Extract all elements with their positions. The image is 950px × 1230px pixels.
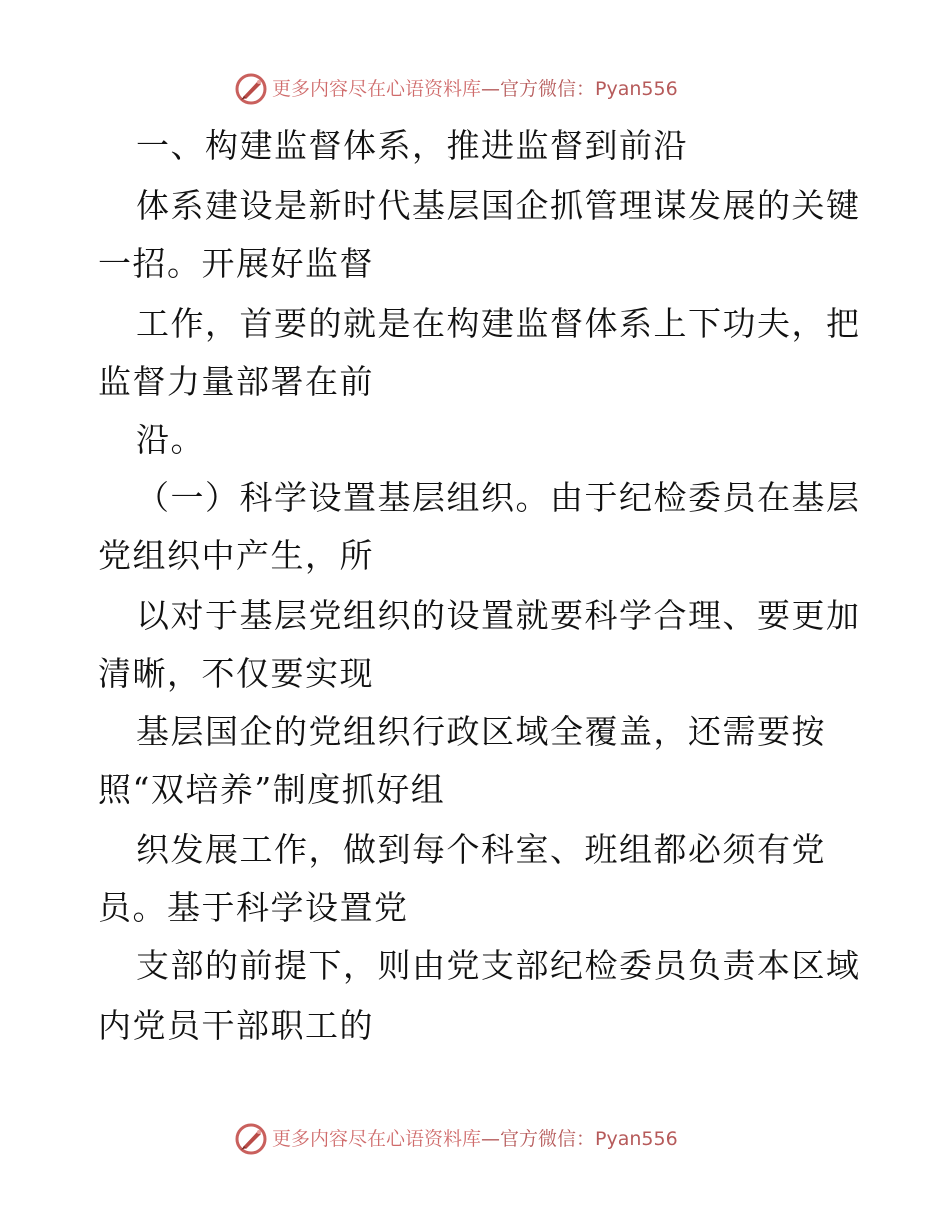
paragraph-line: 照“双培养”制度抓好组 (98, 770, 446, 809)
paragraph-line: 党组织中产生，所 (98, 536, 374, 575)
watermark-lead-text: 更多内容尽在心语资料库 (272, 78, 482, 100)
paragraph-line: 体系建设是新时代基层国企抓管理谋发展的关键 (136, 186, 861, 225)
paragraph-line: 支部的前提下，则由党支部纪检委员负责本区域 (136, 946, 861, 985)
paragraph-line: 清晰，不仅要实现 (98, 654, 374, 693)
paragraph-line: 织发展工作，做到每个科室、班组都必须有党 (136, 830, 826, 869)
paragraph-line: （一）科学设置基层组织。由于纪检委员在基层 (136, 478, 861, 517)
paragraph-line: 工作，首要的就是在构建监督体系上下功夫，把 (136, 304, 861, 343)
quill-pen-logo-icon (234, 1122, 268, 1156)
section-heading: 一、构建监督体系，推进监督到前沿 (136, 126, 688, 165)
paragraph-line: 员。基于科学设置党 (98, 888, 409, 927)
watermark-contact-text: —官方微信：Pyan556 (481, 1128, 678, 1150)
watermark-contact-text: —官方微信：Pyan556 (481, 78, 678, 100)
paragraph-line: 以对于基层党组织的设置就要科学合理、要更加 (136, 596, 861, 635)
paragraph-line: 沿。 (136, 420, 205, 459)
paragraph-line: 一招。开展好监督 (98, 244, 374, 283)
paragraph-line: 基层国企的党组织行政区域全覆盖，还需要按 (136, 712, 826, 751)
paragraph-line: 监督力量部署在前 (98, 362, 374, 401)
footer-watermark (0, 1120, 950, 1160)
paragraph-line: 内党员干部职工的 (98, 1006, 374, 1045)
watermark-lead-text: 更多内容尽在心语资料库 (272, 1128, 482, 1150)
watermark-text (272, 1126, 678, 1152)
